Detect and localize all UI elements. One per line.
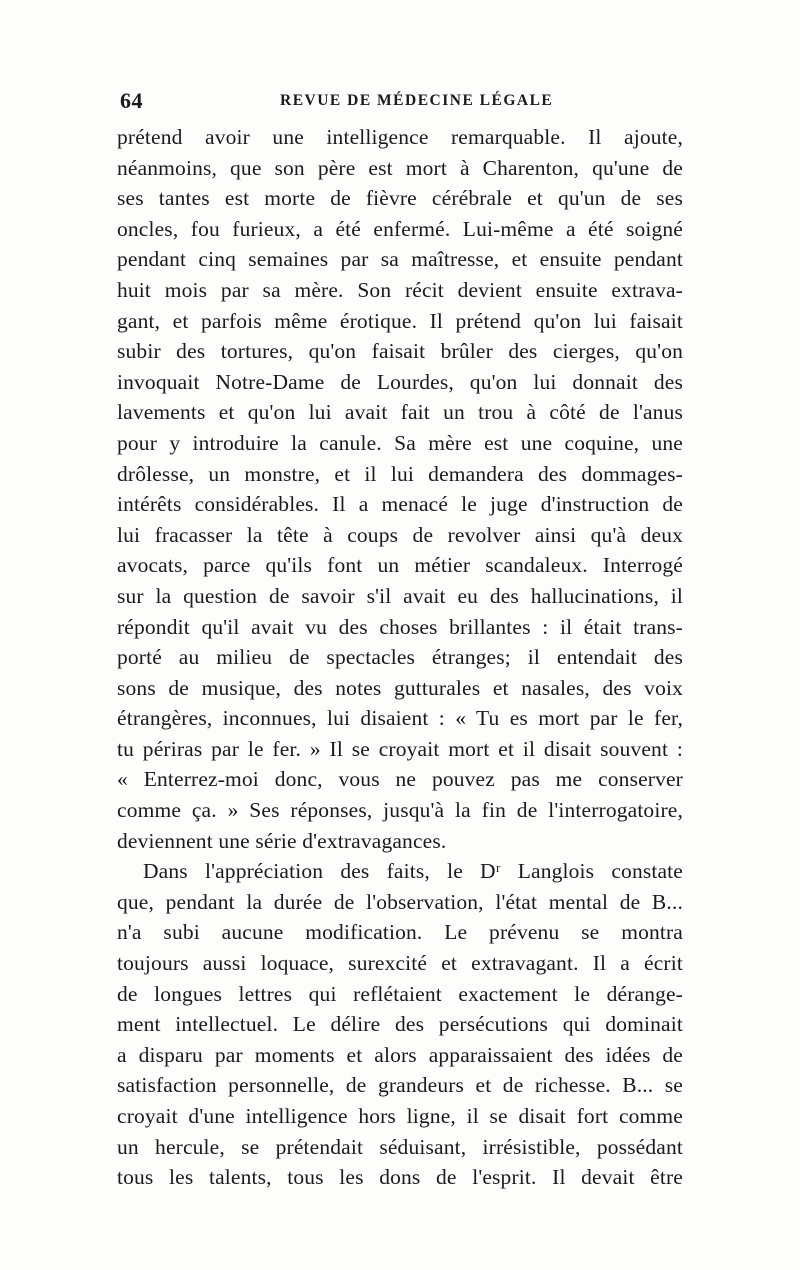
text-line: porté au milieu de spectacles étranges; il entendait des bbox=[117, 645, 683, 670]
text-line: drôlesse, un monstre, et il lui demandera des dommages- bbox=[117, 461, 683, 486]
text-line: sur la question de savoir s'il avait eu des hallucinations, il bbox=[117, 583, 683, 608]
text-line: prétend avoir une intelligence remarquable. Il ajoute, bbox=[117, 125, 683, 149]
text-line: « Enterrez-moi donc, vous ne pouvez pas me conserver bbox=[117, 767, 683, 792]
text-line: n'a subi aucune modification. Le prévenu se montra bbox=[117, 920, 683, 945]
text-line: de longues lettres qui reflétaient exactement le dérange- bbox=[117, 981, 683, 1006]
text-line: toujours aussi loquace, surexcité et extravagant. Il a écrit bbox=[117, 951, 683, 976]
text-line: sons de musique, des notes gutturales et nasales, des voix bbox=[117, 675, 683, 700]
running-head: REVUE DE MÉDECINE LÉGALE bbox=[280, 92, 554, 109]
paragraph-start-line: Dans l'appréciation des faits, le Dʳ Langlois constate bbox=[143, 859, 683, 884]
text-line: subir des tortures, qu'on faisait brûler des cierges, qu'on bbox=[117, 339, 683, 364]
text-line: ses tantes est morte de fièvre cérébrale et qu'un de ses bbox=[117, 186, 683, 211]
text-line: oncles, fou furieux, a été enfermé. Lui-même a été soigné bbox=[117, 216, 683, 241]
text-line: pour y introduire la canule. Sa mère est une coquine, une bbox=[117, 430, 683, 455]
text-line: lavements et qu'on lui avait fait un trou à côté de l'anus bbox=[117, 400, 683, 425]
text-line: tu périras par le fer. » Il se croyait mort et il disait souvent : bbox=[117, 736, 683, 761]
text-line: a disparu par moments et alors apparaissaient des idées de bbox=[117, 1042, 683, 1067]
text-line: huit mois par sa mère. Son récit devient ensuite extrava- bbox=[117, 277, 683, 302]
text-line: un hercule, se prétendait séduisant, irrésistible, possédant bbox=[117, 1134, 683, 1159]
text-line: étrangères, inconnues, lui disaient : « Tu es mort par le fer, bbox=[117, 706, 683, 731]
page-number: 64 bbox=[120, 88, 143, 113]
body-text bbox=[117, 122, 683, 1193]
paragraph-end-line: deviennent une série d'extravagances. bbox=[117, 828, 447, 853]
text-line: ment intellectuel. Le délire des persécutions qui dominait bbox=[117, 1012, 683, 1037]
page-header bbox=[120, 88, 680, 118]
text-line: intérêts considérables. Il a menacé le juge d'instruction de bbox=[117, 492, 683, 517]
text-line: satisfaction personnelle, de grandeurs et de richesse. B... se bbox=[117, 1073, 683, 1098]
text-line: que, pendant la durée de l'observation, l'état mental de B... bbox=[117, 889, 683, 914]
text-line: néanmoins, que son père est mort à Charenton, qu'une de bbox=[117, 155, 683, 180]
text-line: lui fracasser la tête à coups de revolver ainsi qu'à deux bbox=[117, 522, 683, 547]
text-line: gant, et parfois même érotique. Il prétend qu'on lui faisait bbox=[117, 308, 683, 333]
text-line: avocats, parce qu'ils font un métier scandaleux. Interrogé bbox=[117, 553, 683, 578]
text-line: répondit qu'il avait vu des choses brillantes : il était trans- bbox=[117, 614, 683, 639]
text-line: pendant cinq semaines par sa maîtresse, et ensuite pendant bbox=[117, 247, 683, 272]
text-line: comme ça. » Ses réponses, jusqu'à la fin de l'interrogatoire, bbox=[117, 798, 683, 823]
text-line: invoquait Notre-Dame de Lourdes, qu'on lui donnait des bbox=[117, 369, 683, 394]
text-line: croyait d'une intelligence hors ligne, il se disait fort comme bbox=[117, 1104, 683, 1128]
text-line: tous les talents, tous les dons de l'esprit. Il devait être bbox=[117, 1165, 683, 1190]
